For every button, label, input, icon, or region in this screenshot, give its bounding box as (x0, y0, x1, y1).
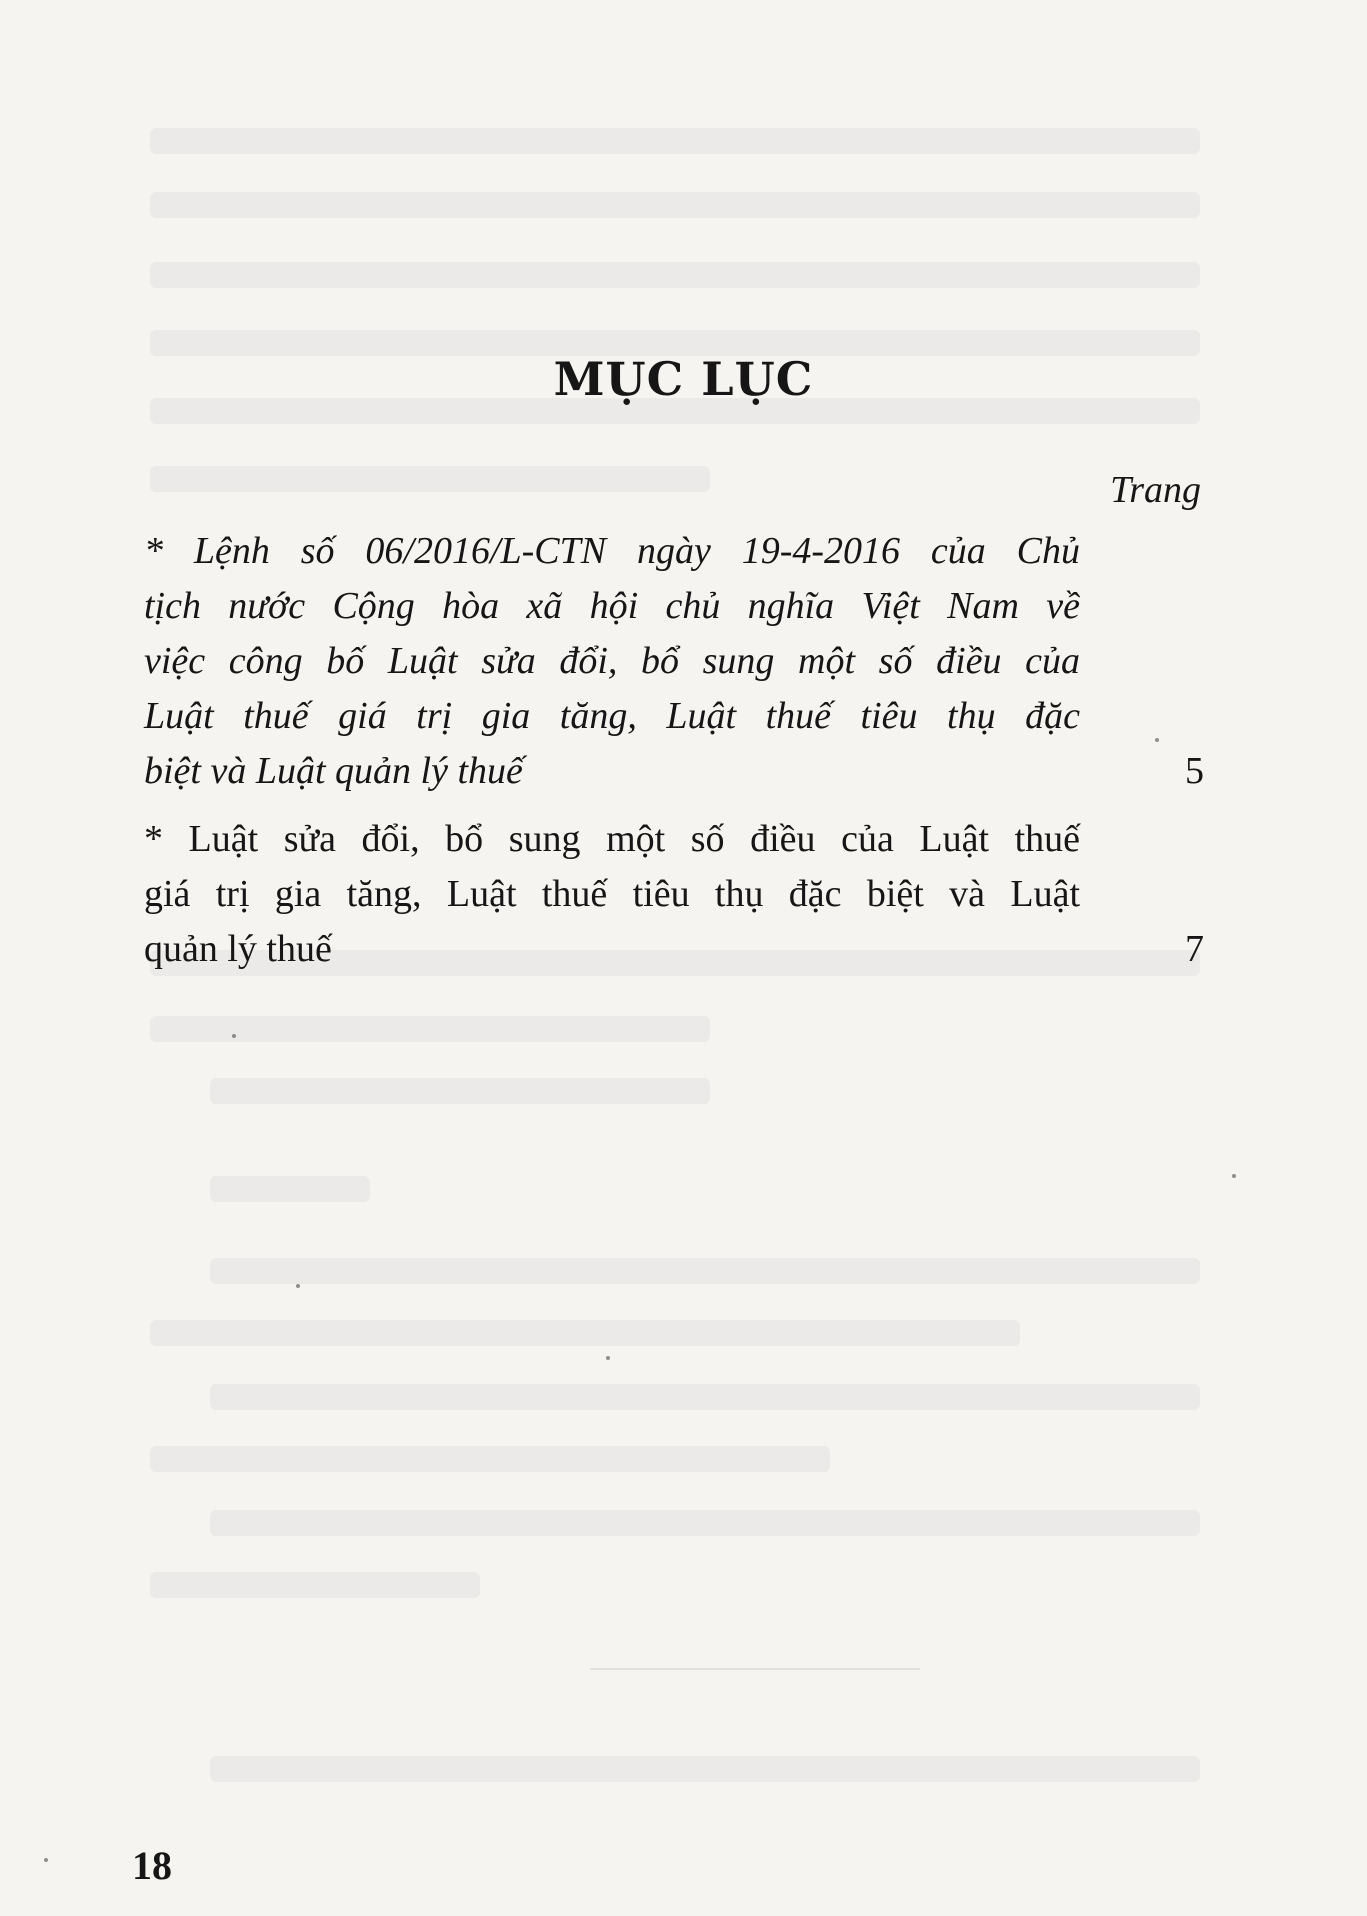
toc-entry[interactable] (144, 524, 1204, 799)
toc-heading: MỤC LỤC (553, 352, 814, 406)
toc-entry-line: giá trị gia tăng, Luật thuế tiêu thụ đặc biệt và Luật (144, 873, 1080, 915)
toc-entry-line: biệt và Luật quản lý thuế (144, 750, 523, 792)
toc-entry-line: tịch nước Cộng hòa xã hội chủ nghĩa Việt Nam về (144, 585, 1080, 627)
page-number: 18 (132, 1843, 172, 1888)
toc-entry[interactable] (144, 812, 1204, 977)
toc-entry-line: quản lý thuế (144, 928, 332, 970)
toc-entry-line: * Lệnh số 06/2016/L-CTN ngày 19-4-2016 của Chủ (144, 530, 1080, 572)
toc-entry-page-number: 5 (1185, 750, 1204, 792)
toc-entry-page-number: 7 (1185, 928, 1204, 970)
page-column-label: Trang (1110, 469, 1201, 511)
toc-entry-line: * Luật sửa đổi, bổ sung một số điều của Luật thuế (144, 818, 1080, 860)
toc-entry-line: việc công bố Luật sửa đổi, bổ sung một số điều của (144, 640, 1080, 682)
toc-entry-line: Luật thuế giá trị gia tăng, Luật thuế tiêu thụ đặc (144, 695, 1080, 737)
